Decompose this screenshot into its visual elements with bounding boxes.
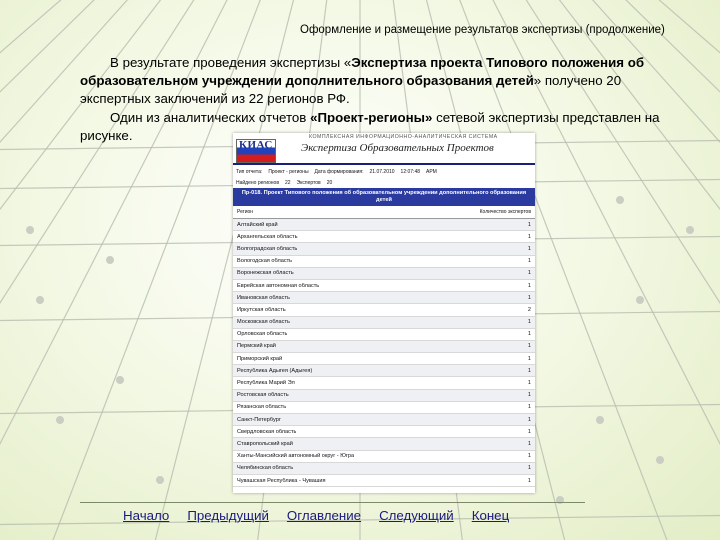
region-name: Санкт-Петербург: [237, 416, 281, 423]
table-row: [233, 475, 535, 487]
info-type-label: Тип отчета:: [236, 168, 263, 175]
table-row: [233, 463, 535, 475]
table-row: [233, 390, 535, 402]
grid-node: [156, 476, 164, 484]
nav-divider: [80, 502, 585, 503]
expert-count: 1: [527, 355, 531, 362]
expert-count: 1: [527, 465, 531, 472]
grid-node: [616, 196, 624, 204]
slide-title: Оформление и размещение результатов экспертизы (продолжение): [300, 24, 665, 36]
region-name: Еврейская автономная область: [237, 282, 320, 289]
region-name: Иркутская область: [237, 306, 286, 313]
grid-node: [56, 416, 64, 424]
info-regions-label: Найдено регионов: [236, 179, 279, 186]
expert-count: 1: [527, 233, 531, 240]
report-info-2: [233, 176, 535, 187]
col-count: Количество экспертов: [479, 209, 531, 215]
table-row: [233, 317, 535, 329]
info-date-label: Дата формирования:: [314, 168, 364, 175]
info-type-value: Проект - регионы: [268, 168, 309, 175]
region-name: Ростовская область: [237, 392, 289, 399]
info-arm: АРМ: [426, 168, 437, 175]
table-row: [233, 414, 535, 426]
grid-node: [596, 416, 604, 424]
region-name: Ивановская область: [237, 294, 290, 301]
region-name: Архангельская область: [237, 233, 298, 240]
expert-count: 1: [527, 331, 531, 338]
nav-next-link[interactable]: Следующий: [379, 508, 454, 523]
table-row: [233, 426, 535, 438]
nav-toc-link[interactable]: Оглавление: [286, 508, 362, 523]
region-name: Ханты-Мансийский автономный округ - Югра: [237, 453, 355, 460]
table-row: [233, 438, 535, 450]
report-title: Пр-018. Проект Типового положения об образовательном учреждении дополнительного образования детей: [233, 188, 535, 206]
region-name: Челябинская область: [237, 465, 294, 472]
report-rows: [233, 219, 535, 487]
table-row: [233, 365, 535, 377]
region-name: Приморский край: [237, 355, 283, 362]
region-name: Республика Марий Эл: [237, 380, 295, 387]
p1-pre: В результате проведения экспертизы «: [110, 55, 352, 70]
nav-prev-link[interactable]: Предыдущий: [187, 508, 269, 523]
table-row: [233, 268, 535, 280]
info-date-value: 21.07.2010: [369, 168, 395, 175]
expert-count: 1: [527, 282, 531, 289]
expert-count: 1: [527, 416, 531, 423]
p2-post: сетевой экспертизы представлен на рисунке.: [80, 110, 660, 143]
paragraph-results: [80, 54, 688, 108]
expert-count: 1: [527, 258, 531, 265]
info-time-value: 12:07:48: [400, 168, 421, 175]
table-row: [233, 280, 535, 292]
expert-count: 1: [527, 367, 531, 374]
logo-text: КИАС: [239, 139, 273, 151]
expert-count: 1: [527, 453, 531, 460]
info-experts-label: Экспертов: [296, 179, 321, 186]
table-row: [233, 219, 535, 231]
expert-count: 1: [527, 319, 531, 326]
table-row: [233, 451, 535, 463]
table-row: [233, 292, 535, 304]
report-info: [233, 165, 535, 176]
report-column-headers: [233, 206, 535, 219]
table-row: [233, 329, 535, 341]
region-name: Ставропольский край: [237, 440, 293, 447]
grid-node: [106, 256, 114, 264]
p2-pre: Один из аналитических отчетов: [110, 110, 311, 125]
region-name: Орловская область: [237, 331, 288, 338]
region-name: Вологодская область: [237, 258, 293, 265]
region-name: Московская область: [237, 319, 290, 326]
expert-count: 1: [527, 428, 531, 435]
table-row: [233, 243, 535, 255]
expert-count: 1: [527, 440, 531, 447]
grid-node: [36, 296, 44, 304]
expert-count: 1: [527, 270, 531, 277]
expert-count: 1: [527, 477, 531, 484]
col-region: Регион: [237, 209, 254, 215]
expert-count: 1: [527, 343, 531, 350]
region-name: Алтайский край: [237, 221, 278, 228]
table-row: [233, 304, 535, 316]
expert-count: 1: [527, 392, 531, 399]
nav-end-link[interactable]: Конец: [471, 508, 510, 523]
expert-count: 1: [527, 380, 531, 387]
region-name: Рязанская область: [237, 404, 287, 411]
grid-node: [656, 456, 664, 464]
grid-node: [686, 226, 694, 234]
expert-count: 1: [527, 221, 531, 228]
info-regions-value: 22: [284, 179, 291, 186]
table-row: [233, 341, 535, 353]
region-name: Свердловская область: [237, 428, 297, 435]
report-screenshot: [233, 133, 535, 493]
region-name: Волгоградская область: [237, 245, 298, 252]
region-name: Воронежская область: [237, 270, 294, 277]
table-row: [233, 231, 535, 243]
expert-count: 1: [527, 404, 531, 411]
slide-navigation: [123, 508, 583, 523]
expert-count: 1: [527, 294, 531, 301]
expert-count: 2: [527, 306, 531, 313]
expert-count: 1: [527, 245, 531, 252]
grid-node: [26, 226, 34, 234]
kias-logo: [236, 139, 276, 163]
table-row: [233, 377, 535, 389]
info-experts-value: 20: [326, 179, 333, 186]
region-name: Чувашская Республика - Чувашия: [237, 477, 326, 484]
p1-bold: Экспертиза проекта Типового положения об образовательном учреждении дополнительного образования детей: [80, 55, 645, 88]
p1-post: » получено 20 экспертных заключений из 22 регионов РФ.: [80, 73, 622, 106]
table-row: [233, 256, 535, 268]
report-header: [233, 133, 535, 163]
nav-start-link[interactable]: Начало: [123, 508, 170, 523]
system-name: Экспертиза Образовательных Проектов: [301, 142, 494, 154]
p2-bold: «Проект-регионы»: [310, 110, 433, 125]
region-name: Республика Адыгея (Адыгея): [237, 367, 313, 374]
table-row: [233, 402, 535, 414]
system-text: КОМПЛЕКСНАЯ ИНФОРМАЦИОННО-АНАЛИТИЧЕСКАЯ СИСТЕМА: [309, 134, 498, 140]
grid-node: [636, 296, 644, 304]
grid-node: [116, 376, 124, 384]
table-row: [233, 353, 535, 365]
region-name: Пермский край: [237, 343, 276, 350]
